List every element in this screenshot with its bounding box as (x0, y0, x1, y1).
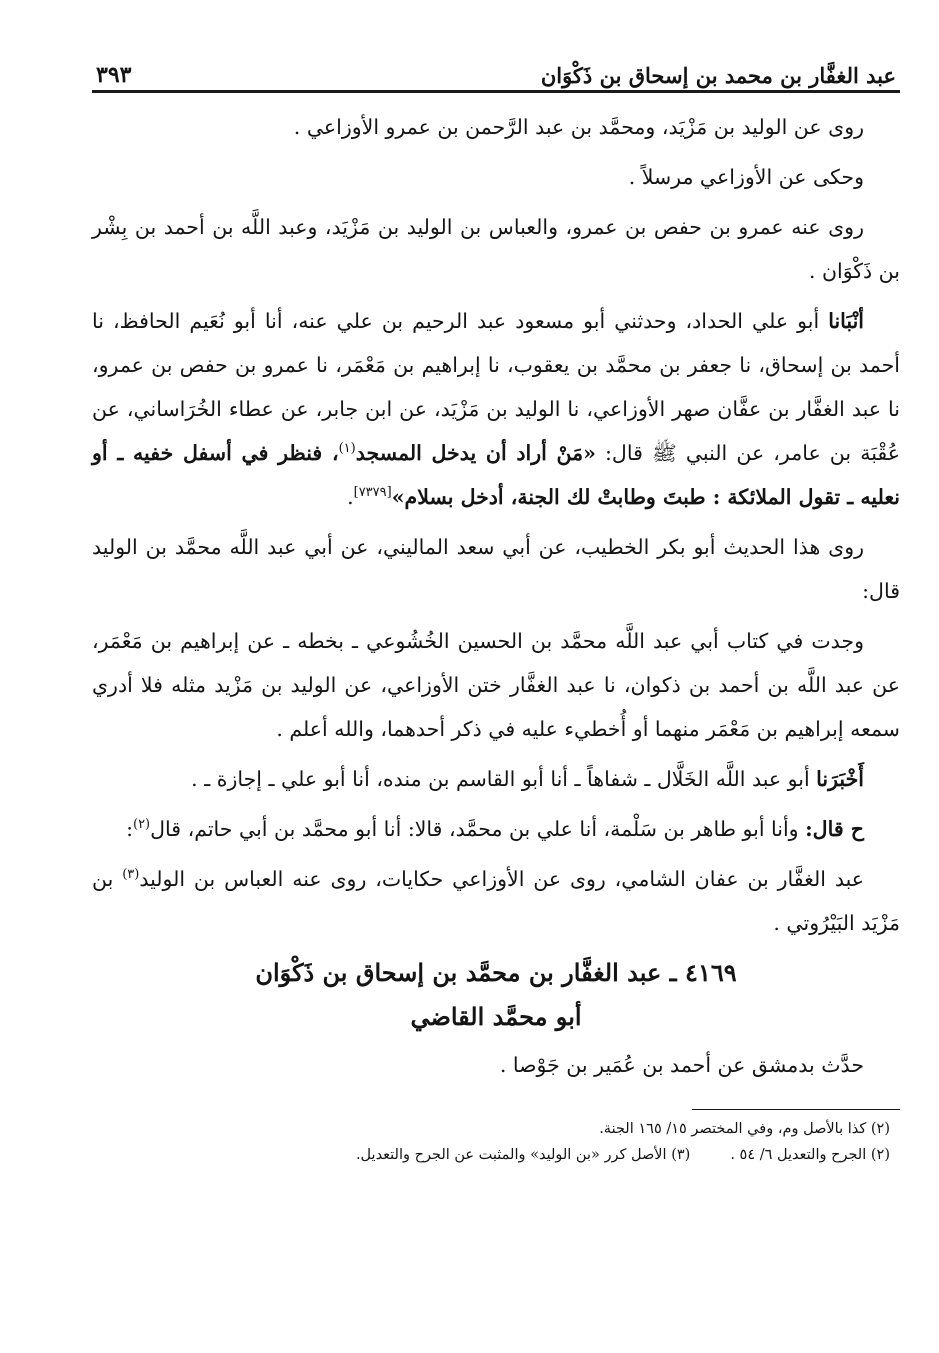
paragraph-hadith-chain (92, 299, 900, 519)
page-body (92, 105, 900, 1168)
paragraph-abd-al-ghaffar-shami (92, 857, 900, 945)
hadith-end: . (347, 485, 354, 509)
footnote-2: (٢) الجرح والتعديل ٦/ ٥٤ . (730, 1147, 890, 1163)
book-page (92, 50, 900, 1168)
paragraph-narrated-by: روى عنه عمرو بن حفص بن عمرو، والعباس بن الوليد بن مَزْيَد، وعبد اللَّه بن أحمد بن بِشْر بن ذَكْوَان . (92, 215, 900, 283)
akhbarana-lead-word: أَخْبَرَنا (816, 767, 864, 791)
paragraph-khatib: روى هذا الحديث أبو بكر الخطيب، عن أبي سعد الماليني، عن أبي عبد اللَّه محمَّد بن الوليد قال: (92, 535, 900, 603)
shami-end: بن مَزْيَد البَيْرُوتي . (92, 867, 900, 935)
ha-qal-text: وأنا أبو طاهر بن سَلْمة، أنا علي بن محمَّد، قالا: أنا أبو محمَّد بن أبي حاتم، قال (150, 817, 806, 841)
hadith-reference-number: [٧٣٧٩] (353, 485, 392, 501)
ha-qal-lead: ح قال: (805, 817, 864, 841)
footnote-mark-2: (٢) (132, 817, 151, 833)
footnote-mark-1: (١) (338, 441, 356, 457)
footnote-mark-3: (٣) (122, 867, 140, 883)
footnote-3: (٣) الأصل كرر «بن الوليد» والمثبت عن الجرح والتعديل. (355, 1147, 691, 1163)
paragraph-ha-qal (92, 807, 900, 851)
paragraph-akhbarana (92, 757, 900, 801)
paragraph-found-in-book: وجدت في كتاب أبي عبد اللَّه محمَّد بن الحسين الخُشُوعي ـ بخطه ـ عن إبراهيم بن مَعْمَر، عن عبد اللَّه بن أحمد بن ذكوان، نا عبد الغفَّار ختن الأوزاعي، عن الوليد بن مَزْيد مثله فلا أدري سمعه إبراهيم بن مَعْمَر منهما أو أُخطيء عليه في ذكر أحدهما، والله أعلم . (92, 629, 900, 741)
akhbarana-text: أبو عبد اللَّه الخَلَّال ـ شفاهاً ـ أنا أبو القاسم بن منده، أنا أبو علي ـ إجازة ـ . (191, 767, 817, 791)
page-number: ٣٩٣ (96, 62, 132, 88)
footnote-1: (٢) كذا بالأصل وم، وفي المختصر ١٥/ ١٦٥ الجنة. (599, 1121, 890, 1137)
footnote-divider (692, 1109, 900, 1110)
ha-qal-end: : (126, 817, 133, 841)
chain-lead-word: أنْبَانا (828, 309, 864, 333)
hadith-text-b: ، فنظر في أسفل خفيه ـ أو نعليه ـ تقول الملائكة : طبتَ وطابتْ لك الجنة، أدخل بسلام» (92, 441, 900, 509)
entry-text: حدَّث بدمشق عن أحمد بن عُمَير بن جَوْصا . (499, 1053, 864, 1077)
shami-text: عبد الغفَّار بن عفان الشامي، روى عن الأوزاعي حكايات، روى عنه العباس بن الوليد (139, 867, 865, 891)
chain-text: أبو علي الحداد، وحدثني أبو مسعود عبد الرحيم بن علي عنه، أنا أبو نُعَيم الحافظ، نا أحمد بن إسحاق، نا جعفر بن محمَّد بن يعقوب، نا إبراهيم بن مَعْمَر، نا عمرو بن حفص بن عمرو، نا عبد الغفَّار بن عفَّان صهر الأوزاعي، نا الوليد بن مَزْيَد، عن ابن جابر، عن عطاء الخُرَاساني، عن عُقْبَة بن عامر، عن النبي ﷺ قال: (92, 309, 900, 465)
footnote-row (92, 1142, 890, 1168)
entry-heading: ٤١٦٩ ـ عبد الغفَّار بن محمَّد بن إسحاق بن ذَكْوَان (255, 958, 737, 987)
hadith-text-a: «مَنْ أراد أن يدخل المسجد (355, 441, 596, 465)
footnotes (92, 1116, 900, 1168)
paragraph-narrated-from: روى عن الوليد بن مَزْيَد، ومحمَّد بن عبد الرَّحمن بن عمرو الأوزاعي . (293, 115, 864, 139)
entry-subheading: أبو محمَّد القاضي (410, 1002, 582, 1031)
page-header (92, 50, 900, 93)
running-title: عبد الغفَّار بن محمد بن إسحاق بن ذَكْوَان (540, 63, 896, 88)
paragraph-reported-from: وحكى عن الأوزاعي مرسلاً . (628, 165, 864, 189)
